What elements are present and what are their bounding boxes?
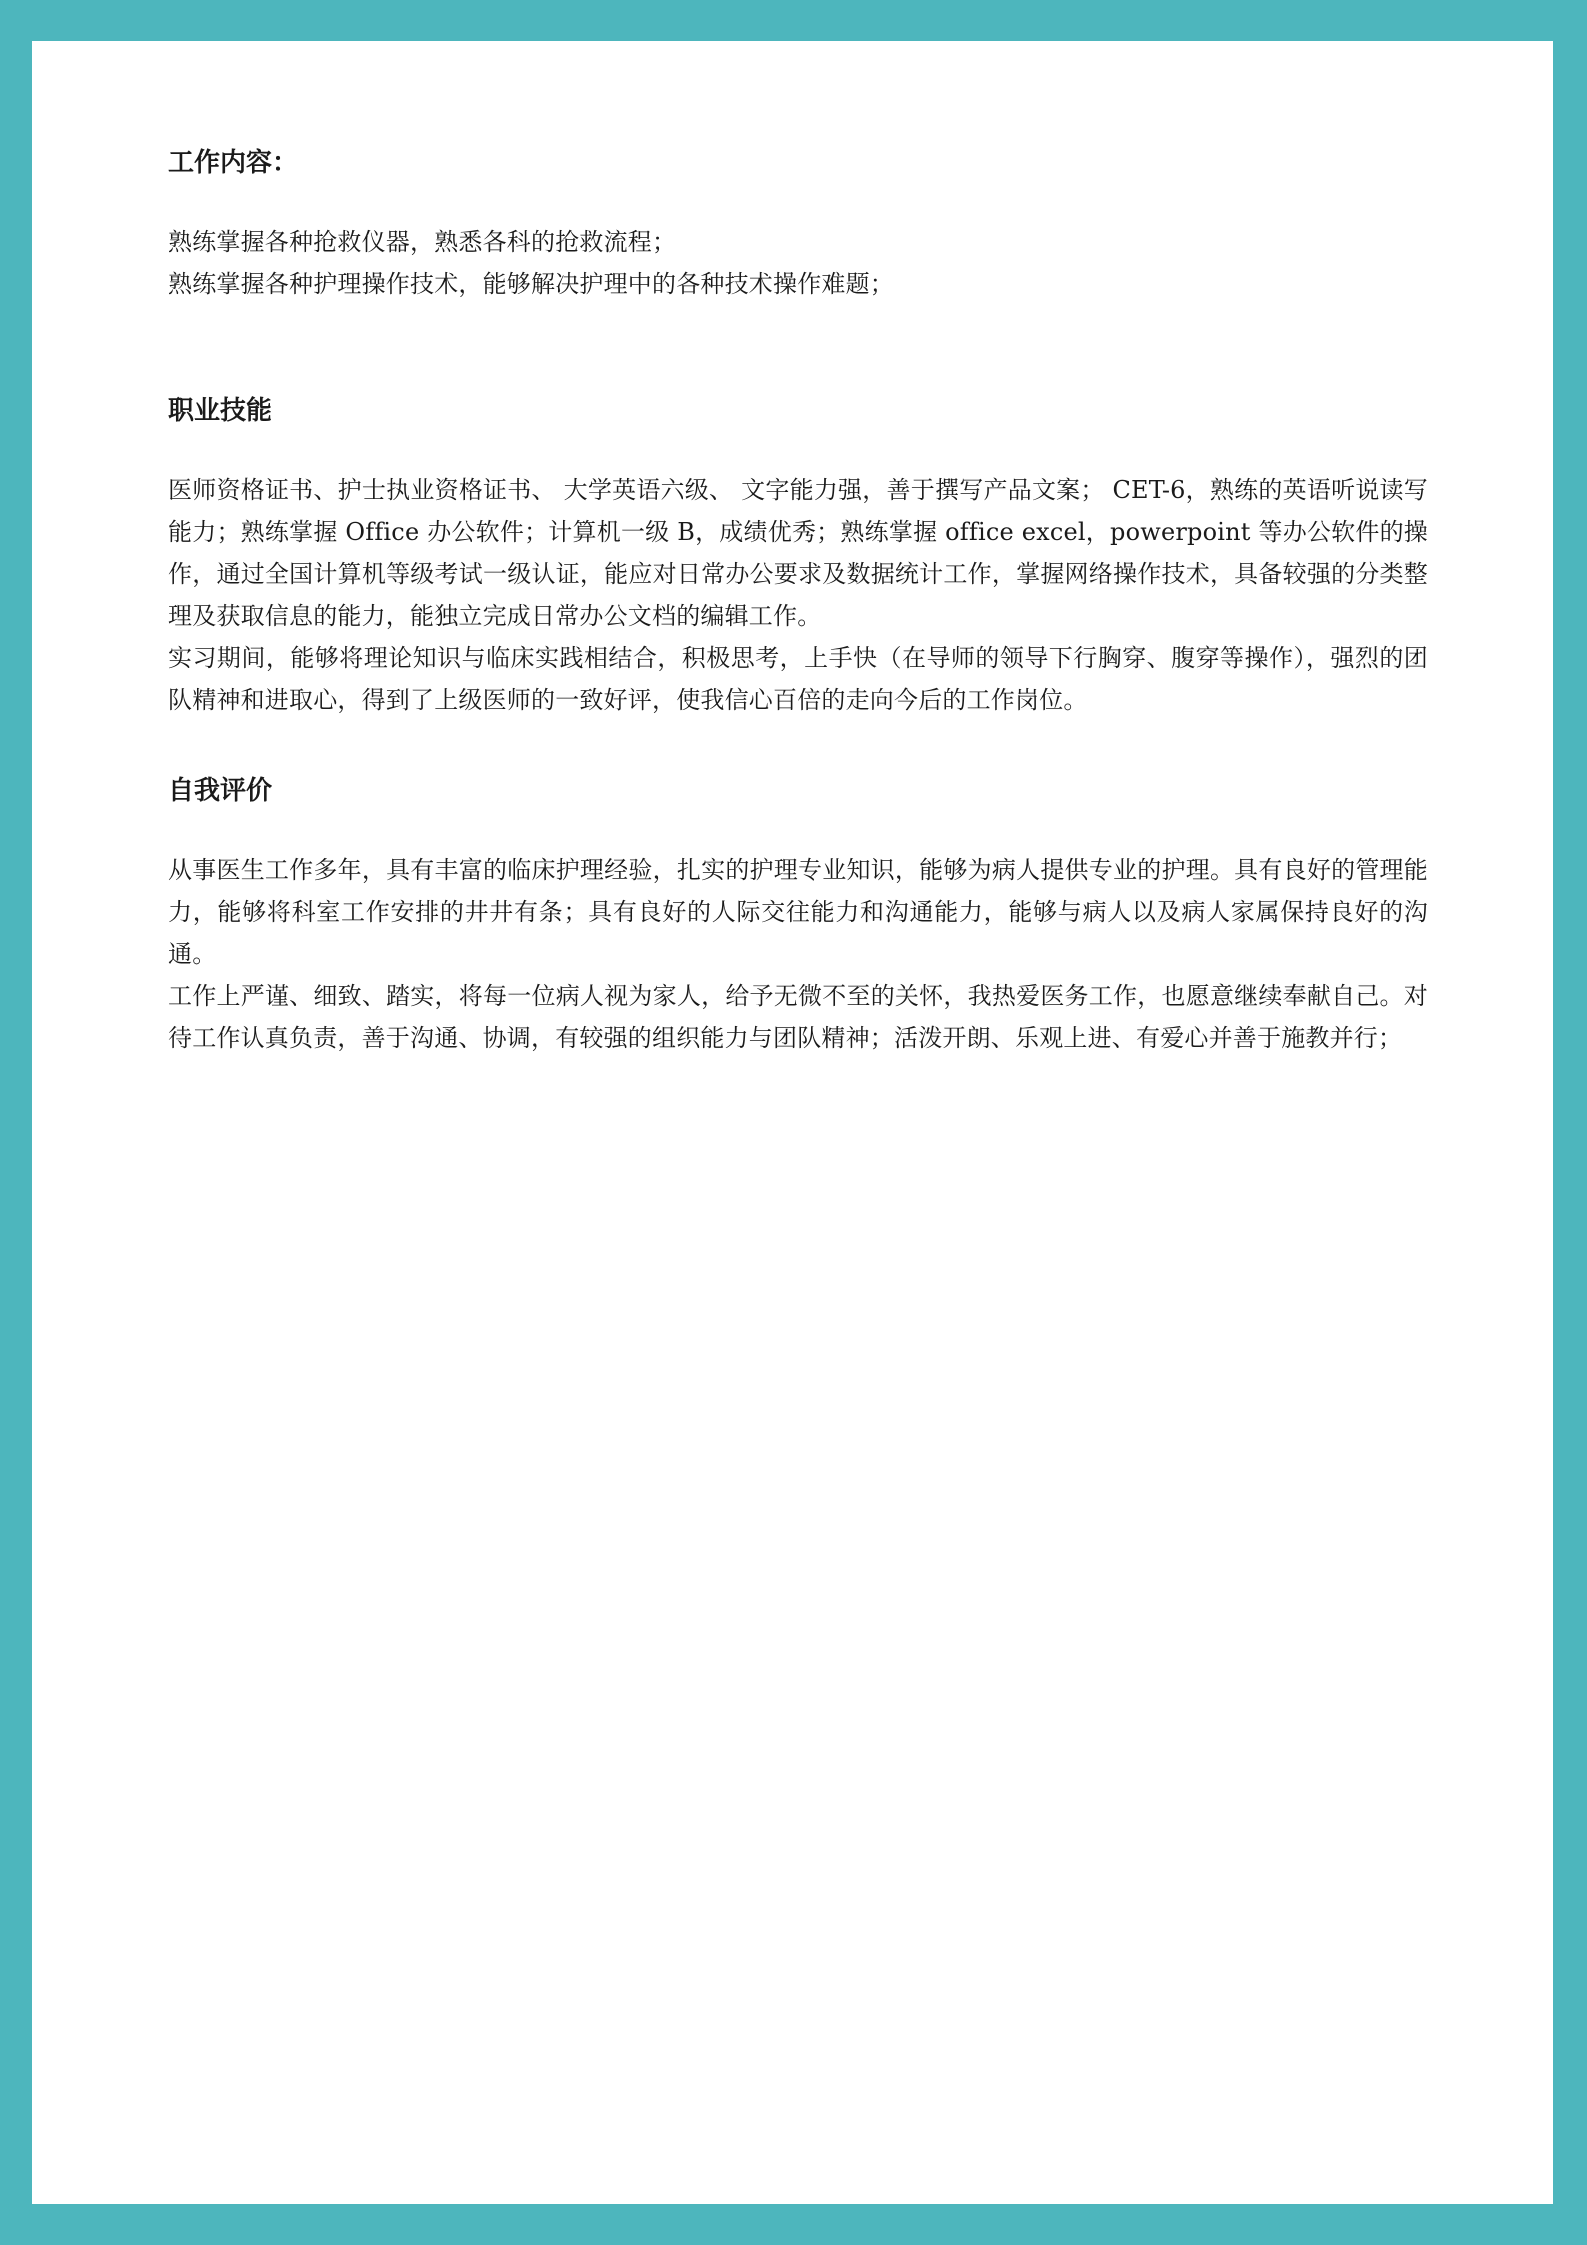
self-evaluation-heading: 自我评价 bbox=[168, 776, 273, 806]
skills-paragraph-2: 实习期间，能够将理论知识与临床实践相结合，积极思考，上手快（在导师的领导下行胸穿、腹穿等操作），强烈的团队精神和进取心，得到了上级医师的一致好评，使我信心百倍的走向今后的工作岗位。 bbox=[168, 644, 1428, 714]
skills-paragraph-1: 医师资格证书、护士执业资格证书、 大学英语六级、 文字能力强，善于撰写产品文案； CET-6，熟练的英语听说读写能力；熟练掌握 Office 办公软件；计算机一级 B，成绩优秀；熟练掌握 office excel，powerpoint 等办公软件的操作，通过全国计算机等级考试一级认证，能应对日常办公要求及数据统计工作，掌握网络操作技术，具备较强的分类整理及获取信息的能力，能独立完成日常办公文档的编辑工作。 bbox=[168, 476, 1428, 630]
work-content-line-2: 熟练掌握各种护理操作技术，能够解决护理中的各种技术操作难题； bbox=[168, 270, 894, 298]
skills-heading: 职业技能 bbox=[168, 396, 273, 426]
work-content-section bbox=[168, 143, 1428, 305]
skills-section bbox=[168, 391, 1428, 721]
work-content-line-1: 熟练掌握各种抢救仪器，熟悉各科的抢救流程； bbox=[168, 228, 677, 256]
self-evaluation-paragraph-1: 从事医生工作多年，具有丰富的临床护理经验，扎实的护理专业知识，能够为病人提供专业的护理。具有良好的管理能力，能够将科室工作安排的井井有条；具有良好的人际交往能力和沟通能力，能够与病人以及病人家属保持良好的沟通。 bbox=[168, 856, 1428, 968]
self-evaluation-section bbox=[168, 771, 1428, 1059]
resume-content bbox=[168, 143, 1428, 1059]
work-content-heading: 工作内容： bbox=[168, 148, 299, 178]
self-evaluation-paragraph-2: 工作上严谨、细致、踏实，将每一位病人视为家人，给予无微不至的关怀，我热爱医务工作，也愿意继续奉献自己。对待工作认真负责，善于沟通、协调，有较强的组织能力与团队精神；活泼开朗、乐观上进、有爱心并善于施教并行； bbox=[168, 982, 1428, 1052]
resume-page bbox=[32, 41, 1553, 2204]
